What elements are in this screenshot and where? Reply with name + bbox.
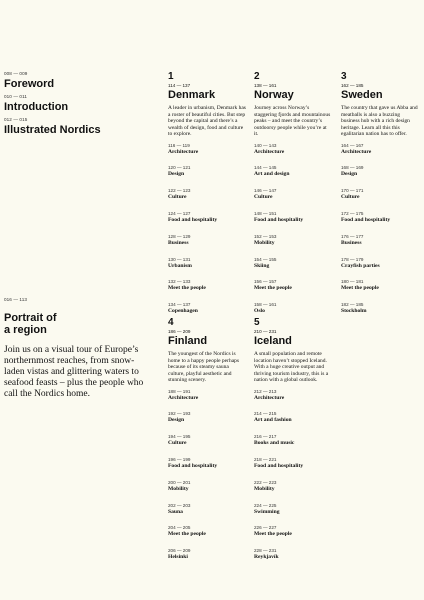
chapter-entry[interactable] bbox=[254, 525, 292, 538]
chapter-entry[interactable] bbox=[168, 457, 217, 470]
chapter-title: Architecture bbox=[254, 148, 285, 155]
chapter-title: Swimming bbox=[254, 508, 280, 515]
chapter-pages: 224 — 225 bbox=[254, 502, 277, 508]
chapter-title: Stockholm bbox=[341, 308, 367, 315]
chapter-title: Food and hospitality bbox=[168, 216, 218, 223]
chapter-pages: 148 — 151 bbox=[254, 210, 277, 216]
chapter-entry[interactable] bbox=[341, 165, 363, 178]
chapter-pages: 218 — 221 bbox=[254, 456, 277, 462]
country-number: 1 bbox=[168, 71, 174, 82]
chapter-title: Architecture bbox=[254, 394, 285, 401]
toc-introduction[interactable] bbox=[4, 95, 68, 113]
chapter-pages: 196 — 199 bbox=[168, 456, 191, 462]
portrait-section bbox=[4, 298, 154, 401]
toc-pages: 010 — 011 bbox=[4, 94, 28, 99]
chapter-pages: 164 — 167 bbox=[341, 142, 364, 148]
chapter-pages: 128 — 129 bbox=[168, 233, 191, 239]
chapter-entry[interactable] bbox=[254, 234, 276, 247]
portrait-title-line2: a region bbox=[4, 323, 47, 336]
country-name[interactable]: Finland bbox=[168, 335, 208, 347]
chapter-entry[interactable] bbox=[168, 389, 198, 402]
country-name[interactable]: Norway bbox=[254, 89, 294, 101]
chapter-pages: 188 — 191 bbox=[168, 388, 191, 394]
chapter-title: Skiing bbox=[254, 262, 270, 269]
chapter-pages: 154 — 155 bbox=[254, 256, 277, 262]
chapter-title: Culture bbox=[341, 194, 360, 201]
country-number: 3 bbox=[341, 71, 347, 82]
chapter-pages: 204 — 205 bbox=[168, 525, 191, 531]
chapter-list bbox=[168, 143, 248, 319]
chapter-title: Crayfish parties bbox=[341, 262, 380, 269]
toc-foreword[interactable] bbox=[4, 72, 54, 90]
chapter-pages: 206 — 209 bbox=[168, 548, 191, 554]
chapter-entry[interactable] bbox=[341, 279, 379, 292]
chapter-entry[interactable] bbox=[254, 503, 280, 516]
country-pages: 162 — 185 bbox=[341, 83, 364, 88]
chapter-entry[interactable] bbox=[254, 143, 284, 156]
country-description: A small population and remote location haven’t stopped Iceland. With a huge creative output and thriving tourism industry, this is a nation with a global outlook. bbox=[254, 351, 329, 383]
chapter-pages: 222 — 223 bbox=[254, 479, 277, 485]
country-description: Journey across Norway’s staggering fjords and mountainous peaks – and meet the country’s outdoorsy people while you’re at it. bbox=[254, 105, 331, 137]
chapter-title: Design bbox=[341, 171, 358, 178]
chapter-title: Food and hospitality bbox=[168, 462, 218, 469]
country-pages: 138 — 161 bbox=[254, 83, 277, 88]
chapter-pages: 212 — 213 bbox=[254, 388, 277, 394]
chapter-title: Art and fashion bbox=[254, 417, 292, 424]
chapter-pages: 176 — 177 bbox=[341, 233, 364, 239]
chapter-entry[interactable] bbox=[168, 257, 192, 270]
chapter-title: Reykjavík bbox=[254, 554, 279, 561]
chapter-title: Food and hospitality bbox=[254, 216, 304, 223]
chapter-entry[interactable] bbox=[168, 143, 198, 156]
chapter-entry[interactable] bbox=[168, 548, 190, 561]
chapter-title: Oslo bbox=[254, 308, 265, 315]
chapter-entry[interactable] bbox=[168, 188, 190, 201]
chapter-entry[interactable] bbox=[254, 434, 294, 447]
country-norway bbox=[254, 72, 334, 319]
chapter-title: Culture bbox=[254, 194, 273, 201]
chapter-entry[interactable] bbox=[254, 165, 289, 178]
toc-pages: 012 — 015 bbox=[4, 117, 28, 122]
toc-illustrated-nordics[interactable] bbox=[4, 118, 101, 136]
chapter-title: Business bbox=[168, 239, 189, 246]
chapter-entry[interactable] bbox=[341, 143, 371, 156]
chapter-pages: 178 — 179 bbox=[341, 256, 364, 262]
chapter-pages: 180 — 181 bbox=[341, 279, 364, 285]
country-pages: 210 — 231 bbox=[254, 329, 277, 334]
chapter-entry[interactable] bbox=[168, 234, 190, 247]
toc-pages: 008 — 009 bbox=[4, 71, 28, 76]
chapter-pages: 120 — 121 bbox=[168, 165, 191, 171]
chapter-title: Architecture bbox=[341, 148, 372, 155]
chapter-title: Mobility bbox=[168, 485, 189, 492]
country-number: 4 bbox=[168, 317, 174, 328]
chapter-entry[interactable] bbox=[254, 188, 276, 201]
portrait-title[interactable] bbox=[4, 312, 154, 336]
chapter-pages: 226 — 227 bbox=[254, 525, 277, 531]
country-iceland bbox=[254, 318, 334, 565]
chapter-pages: 116 — 119 bbox=[168, 142, 190, 148]
chapter-entry[interactable] bbox=[168, 525, 206, 538]
chapter-title: Helsinki bbox=[168, 554, 188, 561]
chapter-entry[interactable] bbox=[168, 279, 206, 292]
chapter-pages: 182 — 185 bbox=[341, 302, 364, 308]
chapter-pages: 172 — 175 bbox=[341, 210, 364, 216]
chapter-list bbox=[254, 143, 334, 319]
chapter-entry[interactable] bbox=[254, 480, 276, 493]
chapter-title: Design bbox=[168, 171, 185, 178]
chapter-entry[interactable] bbox=[254, 279, 292, 292]
toc-title: Introduction bbox=[4, 100, 69, 113]
toc-title: Illustrated Nordics bbox=[4, 123, 101, 136]
chapter-title: Books and music bbox=[254, 440, 295, 447]
chapter-title: Meet the people bbox=[254, 285, 292, 292]
chapter-title: Meet the people bbox=[168, 531, 206, 538]
chapter-title: Meet the people bbox=[341, 285, 379, 292]
chapter-entry[interactable] bbox=[341, 188, 363, 201]
chapter-title: Sauna bbox=[168, 508, 183, 515]
chapter-pages: 200 — 201 bbox=[168, 479, 191, 485]
country-finland bbox=[168, 318, 248, 565]
portrait-body: Join us on a visual tour of Europe’s northernmost reaches, from snow-laden vistas and glittering waters to seafood feasts – plus the people who call the Nordics home. bbox=[4, 344, 144, 400]
chapter-title: Mobility bbox=[254, 485, 275, 492]
chapter-pages: 156 — 157 bbox=[254, 279, 277, 285]
country-description: The country that gave us Abba and meatballs is also a buzzing business hub with a rich design heritage. Learn all this this egalitarian nation has to offer. bbox=[341, 105, 418, 137]
chapter-entry[interactable] bbox=[341, 234, 363, 247]
country-name[interactable]: Denmark bbox=[168, 89, 216, 101]
chapter-title: Design bbox=[168, 417, 185, 424]
chapter-title: Urbanism bbox=[168, 262, 192, 269]
chapter-list bbox=[341, 143, 421, 319]
chapter-title: Meet the people bbox=[168, 285, 206, 292]
chapter-pages: 192 — 193 bbox=[168, 411, 191, 417]
country-denmark bbox=[168, 72, 248, 319]
country-description: The youngest of the Nordics is home to a happy people perhaps because of its steamy sauna culture, playful aesthetic and stunning scenery. bbox=[168, 351, 240, 383]
chapter-title: Art and design bbox=[254, 171, 290, 178]
chapter-entry[interactable] bbox=[341, 302, 367, 315]
country-number: 2 bbox=[254, 71, 260, 82]
chapter-entry[interactable] bbox=[168, 503, 190, 516]
chapter-pages: 168 — 169 bbox=[341, 165, 364, 171]
chapter-pages: 202 — 203 bbox=[168, 502, 191, 508]
chapter-title: Architecture bbox=[168, 394, 199, 401]
chapter-entry[interactable] bbox=[254, 548, 279, 561]
chapter-entry[interactable] bbox=[341, 211, 390, 224]
chapter-entry[interactable] bbox=[168, 434, 190, 447]
chapter-title: Meet the people bbox=[254, 531, 292, 538]
chapter-pages: 158 — 161 bbox=[254, 302, 277, 308]
country-pages: 186 — 209 bbox=[168, 329, 191, 334]
chapter-pages: 144 — 145 bbox=[254, 165, 277, 171]
chapter-entry[interactable] bbox=[254, 457, 303, 470]
chapter-list bbox=[254, 389, 334, 565]
chapter-list bbox=[168, 389, 248, 565]
chapter-entry[interactable] bbox=[168, 211, 217, 224]
country-number: 5 bbox=[254, 317, 260, 328]
chapter-title: Copenhagen bbox=[168, 308, 198, 315]
chapter-pages: 152 — 153 bbox=[254, 233, 277, 239]
chapter-pages: 124 — 127 bbox=[168, 210, 191, 216]
chapter-entry[interactable] bbox=[168, 165, 190, 178]
chapter-title: Food and hospitality bbox=[341, 216, 391, 223]
chapter-entry[interactable] bbox=[254, 211, 303, 224]
country-pages: 114 — 137 bbox=[168, 83, 191, 88]
chapter-entry[interactable] bbox=[168, 480, 190, 493]
chapter-pages: 140 — 143 bbox=[254, 142, 277, 148]
chapter-title: Mobility bbox=[254, 239, 275, 246]
chapter-entry[interactable] bbox=[254, 257, 276, 270]
chapter-pages: 228 — 231 bbox=[254, 548, 277, 554]
chapter-pages: 132 — 133 bbox=[168, 279, 191, 285]
chapter-title: Business bbox=[341, 239, 362, 246]
country-description: A leader in urbanism, Denmark has a roster of beautiful cities. But step beyond the capital and there’s a wealth of design, food and culture to explore. bbox=[168, 105, 246, 137]
chapter-pages: 134 — 137 bbox=[168, 302, 191, 308]
chapter-entry[interactable] bbox=[168, 411, 190, 424]
chapter-title: Food and hospitality bbox=[254, 462, 304, 469]
portrait-title-line1: Portrait of bbox=[4, 311, 57, 324]
chapter-pages: 130 — 131 bbox=[168, 256, 191, 262]
chapter-title: Culture bbox=[168, 194, 187, 201]
chapter-pages: 194 — 195 bbox=[168, 434, 191, 440]
chapter-entry[interactable] bbox=[341, 257, 380, 270]
portrait-pages: 016 — 113 bbox=[4, 297, 28, 302]
country-name[interactable]: Sweden bbox=[341, 89, 383, 101]
country-sweden bbox=[341, 72, 421, 319]
chapter-pages: 146 — 147 bbox=[254, 188, 277, 194]
chapter-entry[interactable] bbox=[168, 302, 198, 315]
chapter-entry[interactable] bbox=[254, 389, 284, 402]
chapter-pages: 214 — 215 bbox=[254, 411, 277, 417]
chapter-entry[interactable] bbox=[254, 302, 276, 315]
chapter-entry[interactable] bbox=[254, 411, 292, 424]
chapter-pages: 122 — 123 bbox=[168, 188, 191, 194]
chapter-pages: 170 — 171 bbox=[341, 188, 364, 194]
country-name[interactable]: Iceland bbox=[254, 335, 292, 347]
toc-title: Foreword bbox=[4, 77, 55, 90]
chapter-title: Architecture bbox=[168, 148, 199, 155]
chapter-pages: 216 — 217 bbox=[254, 434, 277, 440]
chapter-title: Culture bbox=[168, 440, 187, 447]
